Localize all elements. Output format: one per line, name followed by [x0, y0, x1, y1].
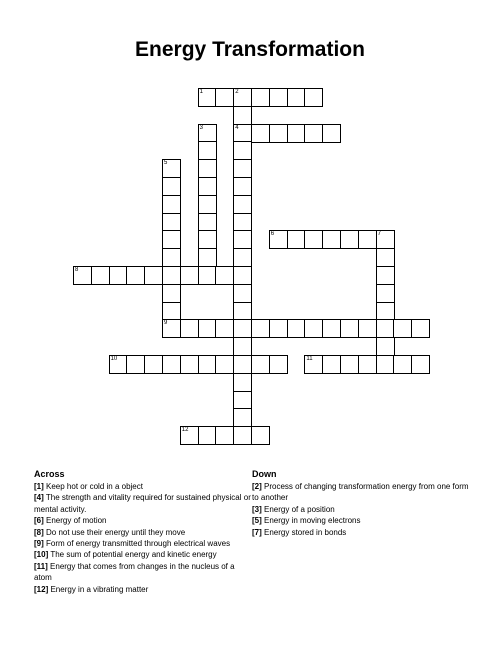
clue-number: [8] [34, 527, 44, 537]
grid-cell[interactable] [198, 141, 217, 160]
grid-cell[interactable] [233, 124, 252, 143]
clue-across [34, 561, 252, 584]
grid-cell[interactable] [233, 284, 252, 303]
grid-cell[interactable] [198, 177, 217, 196]
clue-down [252, 504, 470, 515]
clue-text: Energy of motion [46, 516, 107, 526]
down-heading: Down [252, 469, 277, 479]
clue-text: Keep hot or cold in a object [46, 482, 143, 491]
grid-cell[interactable] [287, 230, 306, 249]
cell-number: 5 [164, 160, 168, 167]
cell-number: 6 [270, 231, 275, 238]
grid-cell[interactable] [162, 195, 181, 214]
grid-cell[interactable] [251, 124, 270, 143]
clue-text: Process of changing transformation energy from one form to another [252, 482, 469, 503]
clue-text: Energy in a vibrating matter [50, 584, 149, 594]
grid-cell[interactable] [198, 355, 217, 374]
cell-number: 9 [164, 320, 168, 327]
grid-cell[interactable] [358, 319, 377, 338]
grid-cell[interactable] [376, 230, 395, 249]
grid-cell[interactable] [287, 88, 306, 107]
grid-cell[interactable] [358, 355, 377, 374]
clue-number: [7] [252, 527, 262, 537]
across-heading: Across [34, 469, 65, 479]
grid-cell[interactable] [233, 88, 252, 107]
grid-cell[interactable] [91, 266, 110, 285]
grid-cell[interactable] [180, 426, 199, 445]
grid-cell[interactable] [304, 355, 323, 374]
grid-cell[interactable] [376, 337, 395, 356]
cell-number: 2 [235, 89, 239, 95]
grid-cell[interactable] [198, 124, 217, 143]
puzzle-title: Energy Transformation [135, 38, 365, 61]
grid-cell[interactable] [376, 302, 395, 321]
grid-cell[interactable] [162, 230, 181, 249]
grid-cell[interactable] [233, 213, 252, 232]
grid-cell[interactable] [322, 319, 341, 338]
clue-text: Form of energy transmitted through electrical waves [46, 539, 231, 549]
grid-cell[interactable] [269, 319, 288, 338]
clue-number: [2] [252, 482, 262, 491]
grid-cell[interactable] [340, 319, 359, 338]
clue-number: [1] [34, 482, 44, 491]
clue-text: Energy in moving electrons [264, 516, 361, 526]
across-clues [34, 468, 252, 595]
grid-cell[interactable] [126, 266, 145, 285]
down-clues [252, 468, 470, 538]
grid-cell[interactable] [393, 355, 412, 374]
grid-cell[interactable] [215, 88, 234, 107]
grid-cell[interactable] [269, 355, 288, 374]
cell-number: 10 [110, 356, 118, 362]
grid-cell[interactable] [233, 391, 252, 410]
clue-across [34, 538, 252, 549]
grid-cell[interactable] [233, 177, 252, 196]
clue-text: Energy stored in bonds [264, 527, 347, 537]
grid-cell[interactable] [322, 124, 341, 143]
clue-number: [10] [34, 550, 49, 560]
clue-across [34, 492, 252, 515]
grid-cell[interactable] [198, 426, 217, 445]
grid-cell[interactable] [126, 355, 145, 374]
grid-cell[interactable] [233, 302, 252, 321]
grid-cell[interactable] [304, 124, 323, 143]
grid-cell[interactable] [215, 266, 234, 285]
grid-cell[interactable] [233, 319, 252, 338]
clue-down [252, 527, 470, 538]
grid-cell[interactable] [198, 213, 217, 232]
grid-cell[interactable] [180, 266, 199, 285]
clue-number: [6] [34, 516, 44, 526]
clue-across [34, 527, 252, 538]
grid-cell[interactable] [198, 319, 217, 338]
grid-cell[interactable] [144, 355, 163, 374]
grid-cell[interactable] [233, 230, 252, 249]
grid-cell[interactable] [233, 159, 252, 178]
grid-cell[interactable] [287, 124, 306, 143]
grid-cell[interactable] [109, 355, 128, 374]
grid-cell[interactable] [269, 230, 288, 249]
grid-cell[interactable] [376, 355, 395, 374]
grid-cell[interactable] [162, 284, 181, 303]
grid-cell[interactable] [162, 319, 181, 338]
clue-text: The sum of potential energy and kinetic energy [50, 550, 217, 560]
clue-number: [12] [34, 584, 49, 594]
cell-number: 1 [199, 89, 203, 95]
clue-across [34, 549, 252, 560]
grid-cell[interactable] [198, 88, 217, 107]
grid-cell[interactable] [198, 248, 217, 267]
grid-cell[interactable] [287, 319, 306, 338]
grid-cell[interactable] [162, 213, 181, 232]
grid-cell[interactable] [340, 230, 359, 249]
clue-text: Do not use their energy until they move [46, 527, 186, 537]
grid-cell[interactable] [215, 355, 234, 374]
grid-cell[interactable] [162, 302, 181, 321]
clue-number: [4] [34, 493, 44, 503]
grid-cell[interactable] [376, 319, 395, 338]
grid-cell[interactable] [376, 248, 395, 267]
grid-cell[interactable] [304, 88, 323, 107]
clue-down [252, 515, 470, 526]
grid-cell[interactable] [411, 319, 430, 338]
grid-cell[interactable] [233, 195, 252, 214]
cell-number: 11 [306, 356, 313, 362]
grid-cell[interactable] [162, 355, 181, 374]
grid-cell[interactable] [215, 319, 234, 338]
grid-cell[interactable] [180, 355, 199, 374]
grid-cell[interactable] [233, 248, 252, 267]
grid-cell[interactable] [198, 159, 217, 178]
grid-cell[interactable] [198, 195, 217, 214]
cell-number: 7 [377, 231, 381, 238]
grid-cell[interactable] [233, 141, 252, 160]
cell-number: 3 [199, 124, 203, 131]
grid-cell[interactable] [269, 124, 288, 143]
clue-number: [5] [252, 516, 262, 526]
grid-cell[interactable] [340, 355, 359, 374]
clue-number: [11] [34, 561, 48, 571]
grid-cell[interactable] [162, 159, 181, 178]
grid-cell[interactable] [304, 319, 323, 338]
grid-cell[interactable] [251, 355, 270, 374]
grid-cell[interactable] [269, 88, 288, 107]
cell-number: 4 [235, 124, 239, 131]
grid-cell[interactable] [198, 266, 217, 285]
grid-cell[interactable] [233, 373, 252, 392]
grid-cell[interactable] [233, 337, 252, 356]
grid-cell[interactable] [233, 106, 252, 125]
grid-cell[interactable] [376, 284, 395, 303]
clue-text: Energy that comes from changes in the nucleus of a atom [34, 561, 235, 583]
cell-number: 12 [181, 427, 189, 434]
grid-cell[interactable] [251, 88, 270, 107]
clue-text: Energy of a position [264, 504, 335, 514]
grid-cell[interactable] [233, 355, 252, 374]
grid-cell[interactable] [304, 230, 323, 249]
grid-cell[interactable] [233, 266, 252, 285]
clue-number: [3] [252, 504, 262, 514]
grid-cell[interactable] [162, 266, 181, 285]
grid-cell[interactable] [233, 408, 252, 427]
grid-cell[interactable] [73, 266, 92, 285]
grid-cell[interactable] [109, 266, 128, 285]
clue-across [34, 515, 252, 526]
clue-down [252, 481, 470, 504]
cell-number: 8 [75, 267, 79, 273]
grid-cell[interactable] [215, 426, 234, 445]
grid-cell[interactable] [322, 355, 341, 374]
grid-cell[interactable] [393, 319, 412, 338]
grid-cell[interactable] [322, 230, 341, 249]
grid-cell[interactable] [198, 230, 217, 249]
clue-text: The strength and vitality required for sustained physical or mental activity. [34, 493, 251, 514]
clue-across [34, 481, 252, 492]
grid-cell[interactable] [162, 177, 181, 196]
grid-cell[interactable] [162, 248, 181, 267]
grid-cell[interactable] [251, 426, 270, 445]
clue-across [34, 584, 252, 595]
grid-cell[interactable] [251, 319, 270, 338]
grid-cell[interactable] [233, 426, 252, 445]
grid-cell[interactable] [358, 230, 377, 249]
grid-cell[interactable] [411, 355, 430, 374]
grid-cell[interactable] [376, 266, 395, 285]
grid-cell[interactable] [144, 266, 163, 285]
clue-number: [9] [34, 539, 44, 549]
grid-cell[interactable] [180, 319, 199, 338]
